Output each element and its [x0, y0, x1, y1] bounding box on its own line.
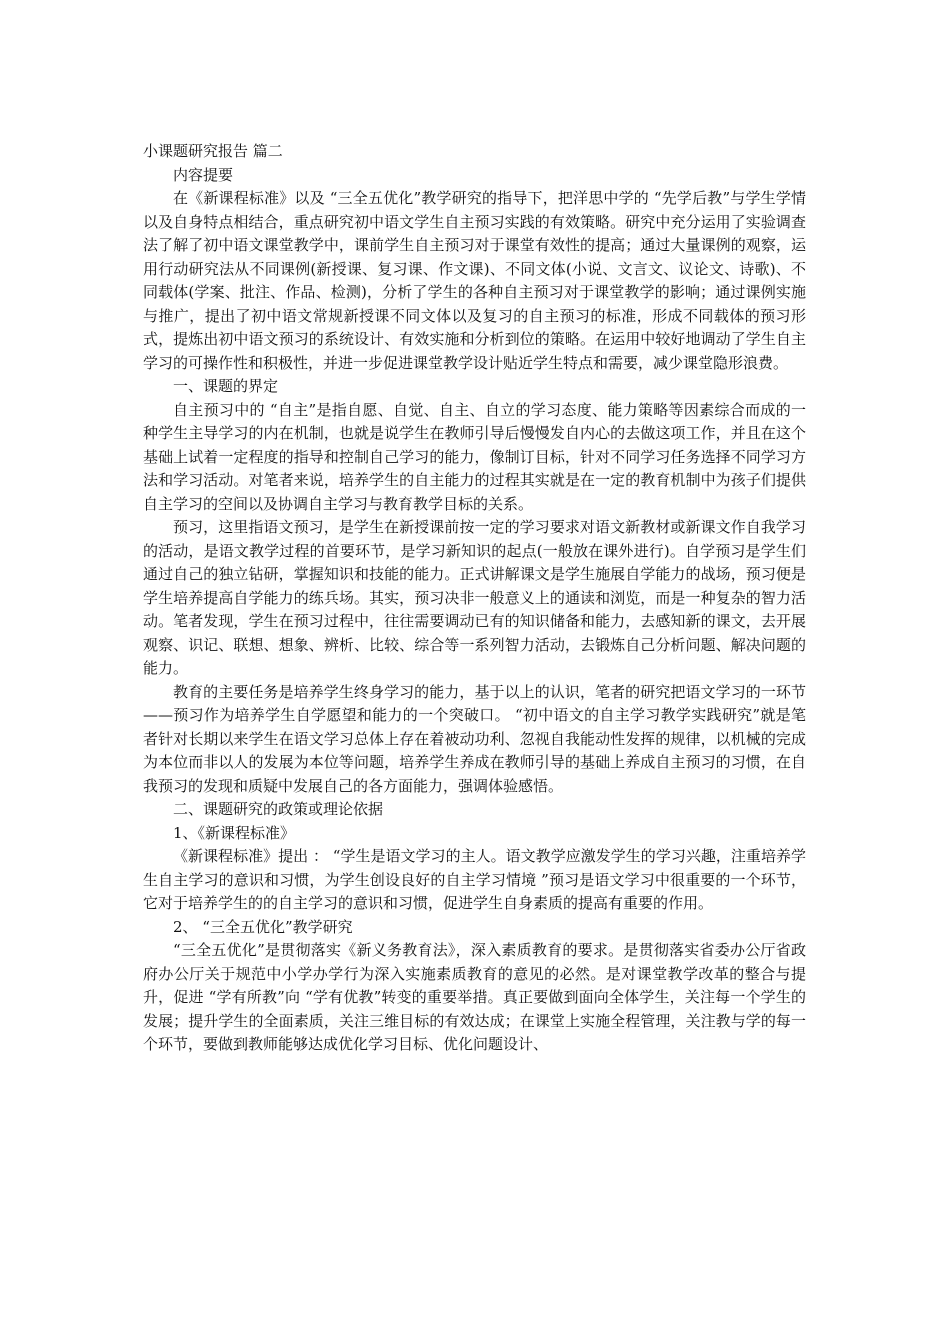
document-title: 小课题研究报告 篇二 [143, 142, 283, 160]
summary-paragraph: 在《新课程标准》以及 “三全五优化”教学研究的指导下，把洋思中学的 “先学后教”与学生学情以及自身特点相结合，重点研究初中语文学生自主预习实践的有效策略。研究中充分运用了实验调查法了解了初中语文课堂教学中，课前学生自主预习对于课堂有效性的提高；通过大量课例的观察，运用行动研究法从不同课例(新授课、复习课、作文课)、不同文体(小说、文言文、议论文、诗歌)、不同载体(学案、批注、作品、检测)，分析了学生的各种自主预习对于课堂教学的影响；通过课例实施与推广，提出了初中语文常规新授课不同文体以及复习的自主预习的标准，形成不同载体的预习形式，提炼出初中语文预习的系统设计、有效实施和分析到位的策略。在运用中较好地调动了学生自主学习的可操作性和积极性，并进一步促进课堂教学设计贴近学生特点和需要，减少课堂隐形浪费。 [143, 189, 806, 372]
subsection-heading-standard: 1、《新课程标准》 [173, 823, 296, 842]
section-heading-basis: 二、课题研究的政策或理论依据 [173, 800, 384, 818]
standard-paragraph: 《新课程标准》提出 ： “学生是语文学习的主人。语文教学应激发学生的学习兴趣，注重培养学生自主学习的意识和习惯，为学生创设良好的自主学习情境 ”预习是语文学习中很重要的一个环节，它对于培养学生的的自主学习的意识和习惯，促进学生自身素质的提高有重要的作用。 [143, 847, 806, 912]
summary-heading: 内容提要 [173, 165, 234, 184]
section-heading-definition: 一、课题的界定 [173, 377, 279, 395]
definition-paragraph-1: 自主预习中的 “自主”是指自愿、自觉、自主、自立的学习态度、能力策略等因素综合而成的一种学生主导学习的内在机制，也就是说学生在教师引导后慢慢发自内心的去做这项工作，并且在这个基础上试着一定程度的指导和控制自己学习的能力，像制订目标，针对不同学习任务选择不同学习方法和学习活动。对笔者来说，培养学生的自主能力的过程其实就是在一定的教育机制中为孩子们提供自主学习的空间以及协调自主学习与教育教学目标的关系。 [143, 400, 806, 513]
three-five-paragraph: “三全五优化”是贯彻落实《新义务教育法》，深入素质教育的要求。是贯彻落实省委办公厅省政府办公厅关于规范中小学办学行为深入实施素质教育的意见的必然。是对课堂教学改革的整合与提升，促进 “学有所教”向 “学有优教”转变的重要举措。真正要做到面向全体学生，关注每一个学生的发展；提升学生的全面素质，关注三维目标的有效达成；在课堂上实施全程管理，关注教与学的每一个环节，要做到教师能够达成优化学习目标、优化问题设计、 [143, 941, 806, 1053]
definition-paragraph-2: 预习，这里指语文预习，是学生在新授课前按一定的学习要求对语文新教材或新课文作自我学习的活动，是语文教学过程的首要环节，是学习新知识的起点(一般放在课外进行)。自学预习是学生们通过自己的独立钻研，掌握知识和技能的能力。正式讲解课文是学生施展自学能力的战场，预习便是学生培养提高自学能力的练兵场。其实，预习决非一般意义上的通读和浏览，而是一种复杂的智力活动。笔者发现，学生在预习过程中，往往需要调动已有的知识储备和能力，去感知新的课文，去开展观察、识记、联想、想象、辨析、比较、综合等一系列智力活动，去锻炼自己分析问题、解决问题的能力。 [143, 518, 806, 677]
document-page [143, 140, 806, 1057]
subsection-heading-three-five: 2、 “三全五优化”教学研究 [173, 917, 353, 936]
definition-paragraph-3: 教育的主要任务是培养学生终身学习的能力，基于以上的认识，笔者的研究把语文学习的一环节——预习作为培养学生自学愿望和能力的一个突破口。 “初中语文的自主学习教学实践研究”就是笔者针对长期以来学生在语文学习总体上存在着被动功利、忽视自我能动性发挥的规律，以机械的完成为本位而非以人的发展为本位等问题，培养学生养成在教师引导的基础上养成自主预习的习惯，在自我预习的发现和质疑中发展自己的各方面能力，强调体验感悟。 [143, 682, 806, 795]
